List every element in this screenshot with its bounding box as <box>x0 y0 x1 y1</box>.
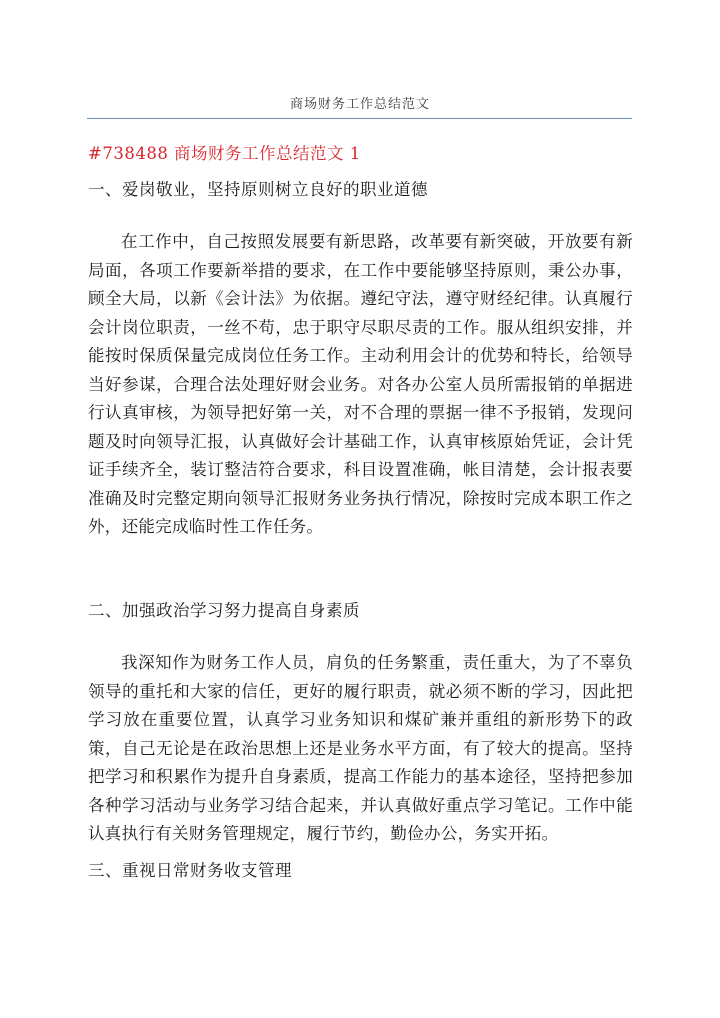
section-heading-1: 一、爱岗敬业，坚持原则树立良好的职业道德 <box>88 180 428 199</box>
section-heading-2: 二、加强政治学习努力提高自身素质 <box>88 601 360 620</box>
running-header: 商场财务工作总结范文 <box>289 97 430 112</box>
header-divider <box>87 118 632 119</box>
section-paragraph-2: 我深知作为财务工作人员，肩负的任务繁重，责任重大，为了不辜负领导的重托和大家的信任，更好的履行职责，就必须不断的学习，因此把学习放在重要位置，认真学习业务知识和煤矿兼并重组的新形势下的政策，自己无论是在政治思想上还是业务水平方面，有了较大的提高。坚持把学习和积累作为提升自身素质，提高工作能力的基本途径，坚持把参加各种学习活动与业务学习结合起来，并认真做好重点学习笔记。工作中能认真执行有关财务管理规定，履行节约，勤俭办公，务实开拓。 <box>88 653 633 843</box>
document-title: #738488 商场财务工作总结范文 1 <box>88 144 361 163</box>
section-paragraph-1: 在工作中，自己按照发展要有新思路，改革要有新突破，开放要有新局面，各项工作要新举措的要求，在工作中要能够坚持原则，秉公办事，顾全大局，以新《会计法》为依据。遵纪守法，遵守财经纪律。认真履行会计岗位职责，一丝不苟，忠于职守尽职尽责的工作。服从组织安排，并能按时保质保量完成岗位任务工作。主动利用会计的优势和特长，给领导当好参谋，合理合法处理好财会业务。对各办公室人员所需报销的单据进行认真审核，为领导把好第一关，对不合理的票据一律不予报销，发现问题及时向领导汇报，认真做好会计基础工作，认真审核原始凭证，会计凭证手续齐全，装订整洁符合要求，科目设置准确，帐目清楚，会计报表要准确及时完整定期向领导汇报财务业务执行情况，除按时完成本职工作之外，还能完成临时性工作任务。 <box>88 232 633 536</box>
section-heading-3: 三、重视日常财务收支管理 <box>88 861 292 880</box>
